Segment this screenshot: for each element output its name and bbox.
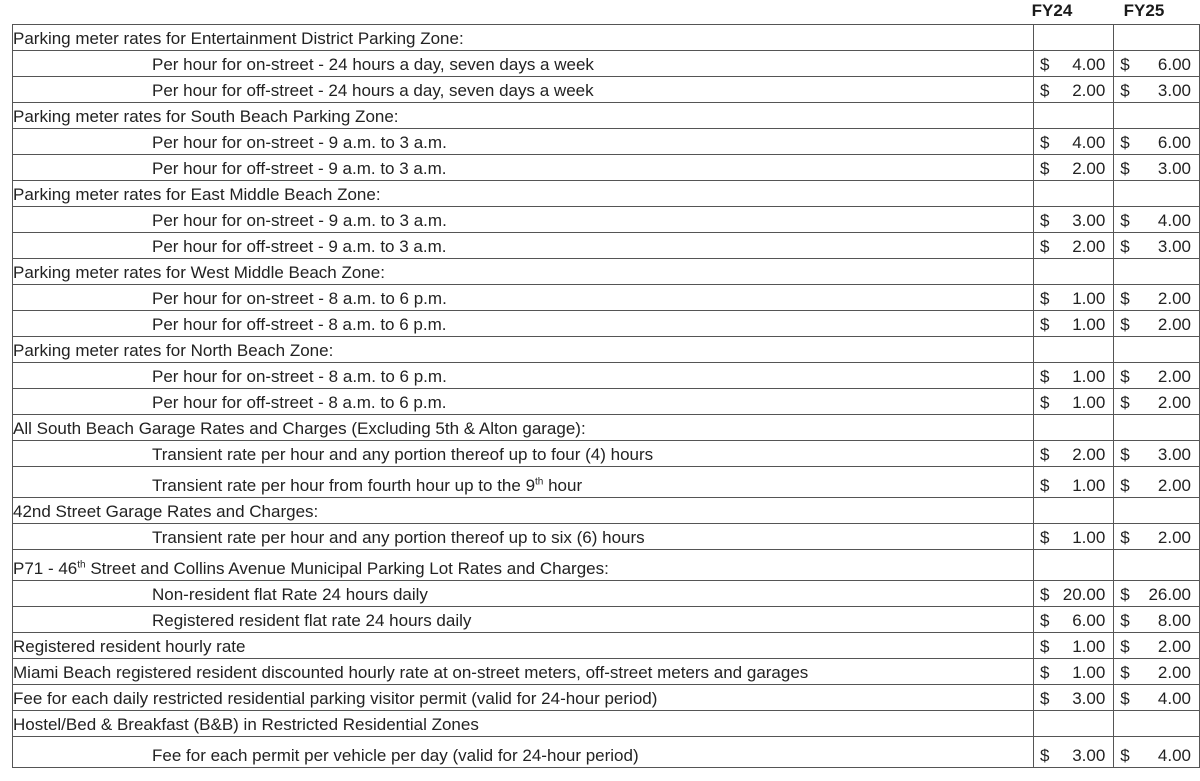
currency-symbol: $ [1120, 637, 1130, 656]
amount-value: 2.00 [1072, 445, 1106, 464]
fy25-amount [1114, 25, 1200, 51]
table-row [13, 633, 1200, 659]
amount-value: 2.00 [1157, 637, 1191, 656]
table-row [13, 363, 1200, 389]
rate-item-label [13, 737, 1034, 768]
table-row [13, 181, 1200, 207]
table-row [13, 25, 1200, 51]
label-text: Parking meter rates for North Beach Zone: [13, 341, 334, 360]
fy24-amount [1033, 659, 1113, 685]
fy25-amount [1114, 607, 1200, 633]
table-row [13, 103, 1200, 129]
currency-symbol: $ [1120, 367, 1130, 386]
fy24-amount [1033, 633, 1113, 659]
section-heading [13, 337, 1034, 363]
label-text: P71 - 46 [13, 559, 78, 578]
label-text: Registered resident hourly rate [13, 637, 246, 656]
fy25-amount [1114, 581, 1200, 607]
amount-value: 6.00 [1157, 55, 1191, 74]
label-text: Miami Beach registered resident discounted hourly rate at on-street meters, off-street meters and garages [13, 663, 809, 682]
table-row [13, 389, 1200, 415]
fy25-amount [1114, 77, 1200, 103]
rate-item-label [13, 129, 1034, 155]
fy24-amount [1033, 524, 1113, 550]
currency-symbol: $ [1039, 476, 1050, 495]
fy25-amount [1114, 633, 1200, 659]
fy25-amount [1114, 129, 1200, 155]
amount-value: 8.00 [1157, 611, 1191, 630]
amount-value: 26.00 [1148, 585, 1191, 604]
amount-value: 3.00 [1157, 159, 1191, 178]
currency-symbol: $ [1120, 611, 1130, 630]
fy24-amount [1033, 129, 1113, 155]
amount-value: 4.00 [1157, 211, 1191, 230]
rate-item-label [13, 581, 1034, 607]
section-heading [13, 633, 1034, 659]
table-row [13, 233, 1200, 259]
fy24-amount [1033, 25, 1113, 51]
label-text: 42nd Street Garage Rates and Charges: [13, 502, 319, 521]
label-text: Per hour for off-street - 8 a.m. to 6 p.m. [152, 393, 447, 412]
currency-symbol: $ [1039, 663, 1050, 682]
amount-value: 1.00 [1072, 476, 1106, 495]
ordinal-superscript: th [535, 476, 544, 488]
label-text: Per hour for off-street - 9 a.m. to 3 a.m. [152, 159, 447, 178]
amount-value: 2.00 [1157, 393, 1191, 412]
currency-symbol: $ [1120, 289, 1130, 308]
fy24-amount [1033, 550, 1113, 581]
currency-symbol: $ [1039, 133, 1050, 152]
fy25-amount [1114, 389, 1200, 415]
amount-value: 3.00 [1072, 746, 1106, 765]
amount-value: 1.00 [1072, 289, 1106, 308]
amount-value: 1.00 [1072, 528, 1106, 547]
rate-item-label [13, 51, 1034, 77]
amount-value: 4.00 [1157, 746, 1191, 765]
currency-symbol: $ [1039, 445, 1050, 464]
fy25-amount [1114, 441, 1200, 467]
label-text: Fee for each daily restricted residential parking visitor permit (valid for 24-hour period) [13, 689, 658, 708]
amount-value: 3.00 [1157, 81, 1191, 100]
label-text: Transient rate per hour and any portion thereof up to four (4) hours [152, 445, 654, 464]
table-row [13, 155, 1200, 181]
table-row [13, 207, 1200, 233]
fy24-amount [1033, 337, 1113, 363]
fy25-amount [1114, 363, 1200, 389]
rate-item-label [13, 607, 1034, 633]
amount-value: 2.00 [1072, 159, 1106, 178]
currency-symbol: $ [1039, 585, 1050, 604]
fy25-amount [1114, 233, 1200, 259]
currency-symbol: $ [1039, 746, 1050, 765]
currency-symbol: $ [1120, 445, 1130, 464]
currency-symbol: $ [1039, 611, 1050, 630]
rate-item-label [13, 77, 1034, 103]
label-text: Hostel/Bed & Breakfast (B&B) in Restricted Residential Zones [13, 715, 479, 734]
rate-item-label [13, 524, 1034, 550]
label-text: Parking meter rates for West Middle Beach Zone: [13, 263, 385, 282]
fy24-amount [1033, 441, 1113, 467]
fy24-amount [1033, 685, 1113, 711]
currency-symbol: $ [1039, 367, 1050, 386]
fy25-amount [1114, 311, 1200, 337]
fy25-amount [1114, 737, 1200, 768]
fy24-amount [1033, 285, 1113, 311]
label-text-continued: hour [543, 476, 583, 495]
currency-symbol: $ [1039, 289, 1050, 308]
fy24-amount [1033, 155, 1113, 181]
fy24-amount [1033, 259, 1113, 285]
currency-symbol: $ [1120, 159, 1130, 178]
rate-item-label [13, 233, 1034, 259]
table-row [13, 415, 1200, 441]
currency-symbol: $ [1039, 315, 1050, 334]
fy25-amount [1114, 181, 1200, 207]
table-row [13, 337, 1200, 363]
amount-value: 4.00 [1072, 133, 1106, 152]
fy25-amount [1114, 498, 1200, 524]
currency-symbol: $ [1120, 476, 1130, 495]
fy24-amount [1033, 233, 1113, 259]
table-row [13, 77, 1200, 103]
amount-value: 2.00 [1157, 289, 1191, 308]
table-row [13, 659, 1200, 685]
currency-symbol: $ [1120, 746, 1130, 765]
fy25-amount [1114, 415, 1200, 441]
section-heading [13, 181, 1034, 207]
section-heading [13, 415, 1034, 441]
table-row [13, 581, 1200, 607]
currency-symbol: $ [1120, 133, 1130, 152]
section-heading [13, 550, 1034, 581]
label-text: Transient rate per hour from fourth hour up to the 9 [152, 476, 536, 495]
fy24-amount [1033, 581, 1113, 607]
ordinal-superscript: th [77, 559, 86, 571]
fy25-amount [1114, 337, 1200, 363]
fy24-amount [1033, 77, 1113, 103]
label-text: Parking meter rates for East Middle Beach Zone: [13, 185, 381, 204]
currency-symbol: $ [1120, 585, 1130, 604]
table-row [13, 685, 1200, 711]
fy24-amount [1033, 467, 1113, 498]
currency-symbol: $ [1120, 528, 1130, 547]
fy24-amount [1033, 607, 1113, 633]
fy25-amount [1114, 285, 1200, 311]
amount-value: 2.00 [1157, 663, 1191, 682]
header-fy25: FY25 [1123, 1, 1165, 20]
label-text: Per hour for on-street - 9 a.m. to 3 a.m. [152, 133, 447, 152]
amount-value: 20.00 [1062, 585, 1106, 604]
section-heading [13, 25, 1034, 51]
table-row [13, 498, 1200, 524]
currency-symbol: $ [1039, 689, 1050, 708]
fy24-amount [1033, 389, 1113, 415]
table-row [13, 711, 1200, 737]
currency-symbol: $ [1120, 393, 1130, 412]
fy25-amount [1114, 259, 1200, 285]
currency-symbol: $ [1120, 237, 1130, 256]
currency-symbol: $ [1039, 528, 1050, 547]
rate-item-label [13, 311, 1034, 337]
currency-symbol: $ [1039, 81, 1050, 100]
amount-value: 3.00 [1157, 445, 1191, 464]
table-row [13, 259, 1200, 285]
amount-value: 3.00 [1072, 211, 1106, 230]
amount-value: 4.00 [1072, 55, 1106, 74]
fy25-amount [1114, 155, 1200, 181]
currency-symbol: $ [1120, 689, 1130, 708]
currency-symbol: $ [1039, 637, 1050, 656]
currency-symbol: $ [1039, 211, 1050, 230]
fy25-amount [1114, 711, 1200, 737]
table-row [13, 311, 1200, 337]
fy25-amount [1114, 550, 1200, 581]
parking-rates-table [12, 24, 1200, 768]
fy24-amount [1033, 311, 1113, 337]
table-row [13, 524, 1200, 550]
table-row [13, 607, 1200, 633]
label-text: Fee for each permit per vehicle per day (valid for 24-hour period) [152, 746, 639, 765]
label-text: Parking meter rates for South Beach Parking Zone: [13, 107, 399, 126]
section-heading [13, 259, 1034, 285]
table-row [13, 129, 1200, 155]
amount-value: 3.00 [1072, 689, 1106, 708]
table-row [13, 550, 1200, 581]
label-text: Per hour for on-street - 9 a.m. to 3 a.m. [152, 211, 447, 230]
label-text: Transient rate per hour and any portion thereof up to six (6) hours [152, 528, 645, 547]
amount-value: 2.00 [1157, 476, 1191, 495]
fy25-amount [1114, 685, 1200, 711]
currency-symbol: $ [1120, 81, 1130, 100]
label-text: Per hour for off-street - 9 a.m. to 3 a.m. [152, 237, 447, 256]
rate-item-label [13, 363, 1034, 389]
amount-value: 6.00 [1072, 611, 1106, 630]
fy24-amount [1033, 415, 1113, 441]
fy25-amount [1114, 524, 1200, 550]
label-text: Registered resident flat rate 24 hours daily [152, 611, 472, 630]
amount-value: 1.00 [1072, 637, 1106, 656]
label-text: Parking meter rates for Entertainment District Parking Zone: [13, 29, 464, 48]
table-row [13, 285, 1200, 311]
section-heading [13, 685, 1034, 711]
currency-symbol: $ [1039, 393, 1050, 412]
amount-value: 2.00 [1072, 237, 1106, 256]
label-text: All South Beach Garage Rates and Charges (Excluding 5th & Alton garage): [13, 419, 586, 438]
currency-symbol: $ [1120, 315, 1130, 334]
rate-item-label [13, 441, 1034, 467]
fy25-amount [1114, 659, 1200, 685]
fy24-amount [1033, 711, 1113, 737]
label-text: Non-resident flat Rate 24 hours daily [152, 585, 428, 604]
fy24-amount [1033, 181, 1113, 207]
table-row [13, 737, 1200, 768]
amount-value: 6.00 [1157, 133, 1191, 152]
label-text: Per hour for on-street - 24 hours a day, seven days a week [152, 55, 594, 74]
amount-value: 3.00 [1157, 237, 1191, 256]
amount-value: 4.00 [1157, 689, 1191, 708]
fy25-amount [1114, 103, 1200, 129]
fy24-amount [1033, 103, 1113, 129]
fy25-amount [1114, 51, 1200, 77]
currency-symbol: $ [1120, 55, 1130, 74]
amount-value: 2.00 [1157, 528, 1191, 547]
fy24-amount [1033, 498, 1113, 524]
currency-symbol: $ [1039, 159, 1050, 178]
rate-item-label [13, 467, 1034, 498]
currency-symbol: $ [1120, 211, 1130, 230]
section-heading [13, 103, 1034, 129]
label-text: Per hour for on-street - 8 a.m. to 6 p.m. [152, 367, 447, 386]
amount-value: 2.00 [1157, 315, 1191, 334]
label-text: Per hour for on-street - 8 a.m. to 6 p.m. [152, 289, 447, 308]
label-text: Per hour for off-street - 8 a.m. to 6 p.m. [152, 315, 447, 334]
fy24-amount [1033, 363, 1113, 389]
amount-value: 1.00 [1072, 393, 1106, 412]
fy25-amount [1114, 207, 1200, 233]
amount-value: 1.00 [1072, 663, 1106, 682]
amount-value: 1.00 [1072, 367, 1106, 386]
currency-symbol: $ [1039, 237, 1050, 256]
section-heading [13, 498, 1034, 524]
amount-value: 2.00 [1157, 367, 1191, 386]
section-heading [13, 659, 1034, 685]
section-heading [13, 711, 1034, 737]
amount-value: 1.00 [1072, 315, 1106, 334]
header-fy24: FY24 [1031, 1, 1073, 20]
label-text: Per hour for off-street - 24 hours a day, seven days a week [152, 81, 594, 100]
fy24-amount [1033, 737, 1113, 768]
label-text-continued: Street and Collins Avenue Municipal Parking Lot Rates and Charges: [85, 559, 609, 578]
rate-item-label [13, 285, 1034, 311]
table-row [13, 51, 1200, 77]
currency-symbol: $ [1039, 55, 1050, 74]
fy24-amount [1033, 207, 1113, 233]
rate-item-label [13, 389, 1034, 415]
rate-item-label [13, 207, 1034, 233]
fy25-amount [1114, 467, 1200, 498]
table-row [13, 467, 1200, 498]
amount-value: 2.00 [1072, 81, 1106, 100]
table-row [13, 441, 1200, 467]
fy24-amount [1033, 51, 1113, 77]
rate-item-label [13, 155, 1034, 181]
currency-symbol: $ [1120, 663, 1130, 682]
